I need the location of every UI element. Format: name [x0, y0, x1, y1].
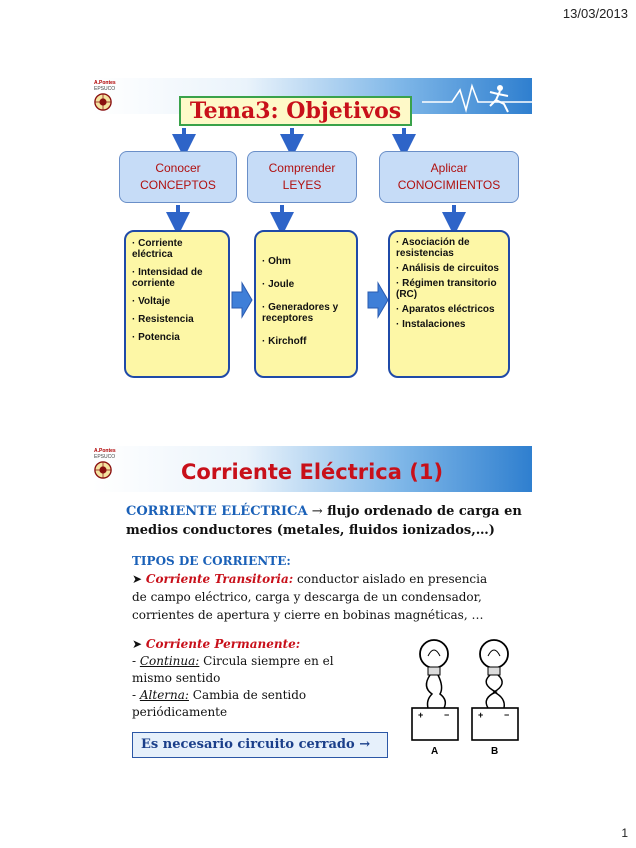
- bullet-arrow-icon: ➤: [132, 572, 143, 586]
- lightbulb-icon: [480, 640, 508, 675]
- definition: [126, 502, 526, 540]
- category-line2: CONOCIMIENTOS: [397, 178, 501, 192]
- continua-text1: Circula siempre en el: [199, 654, 334, 668]
- slide-title: Tema3: Objetivos: [179, 96, 412, 126]
- list-item: · Análisis de circuitos: [396, 263, 499, 274]
- permanente-label: Corriente Permanente:: [145, 637, 301, 651]
- list-item: · Resistencia: [132, 314, 194, 325]
- battery-sign: −: [504, 710, 510, 720]
- list-item: · Régimen transitorio (RC): [396, 278, 497, 300]
- continua-label: Continua:: [139, 654, 200, 668]
- definition-line1: [126, 502, 526, 521]
- definition-text1: flujo ordenado de carga en: [322, 504, 522, 519]
- bullet-arrow-icon: ➤: [132, 637, 143, 651]
- category-conocer: [119, 151, 237, 203]
- definition-text2: medios conductores (metales, fluidos ionizados,…): [126, 523, 495, 538]
- types-heading: TIPOS DE CORRIENTE:: [132, 554, 291, 568]
- definition-arrow: →: [311, 504, 323, 519]
- slide-title: Corriente Eléctrica (1): [180, 460, 444, 484]
- category-line1: Aplicar: [430, 161, 468, 175]
- list-item: · Intensidad de corriente: [132, 267, 203, 289]
- permanente-section: [132, 636, 372, 721]
- battery-sign: −: [444, 710, 450, 720]
- list-item: · Kirchoff: [262, 336, 307, 347]
- continua-prefix: -: [132, 654, 140, 668]
- list-item: · Aparatos eléctricos: [396, 304, 495, 315]
- types-section: [132, 552, 532, 624]
- logo-line1: A.Pontes: [94, 80, 116, 86]
- figure-label-a: A: [431, 746, 439, 757]
- transitoria-text2: de campo eléctrico, carga y descarga de un condensador,: [132, 590, 482, 604]
- logo-line2: EPSUCO: [94, 86, 116, 92]
- alterna-text2: periódicamente: [132, 705, 228, 719]
- list-item: · Asociación de resistencias: [396, 237, 470, 259]
- closed-circuit-box: Es necesario circuito cerrado →: [132, 732, 388, 758]
- list-conocimientos: [388, 230, 510, 378]
- logo-line2: EPSUCO: [94, 454, 116, 460]
- definition-term: CORRIENTE ELÉCTRICA: [126, 504, 308, 519]
- transitoria-text3: corrientes de apertura y cierre en bobinas magnéticas, …: [132, 608, 484, 622]
- list-item: · Joule: [262, 279, 295, 290]
- page-number: 1: [621, 826, 628, 840]
- continua-line1: [132, 653, 372, 670]
- lightbulb-icon: [420, 640, 448, 675]
- page-date: 13/03/2013: [562, 6, 628, 21]
- list-item: · Voltaje: [132, 296, 171, 307]
- transitoria-label: Corriente Transitoria:: [145, 572, 294, 586]
- category-line1: Comprender: [268, 161, 336, 175]
- alterna-label: Alterna:: [139, 688, 189, 702]
- slide-corriente-electrica: [92, 446, 532, 766]
- category-comprender: [247, 151, 357, 203]
- list-leyes: [254, 230, 358, 378]
- category-aplicar: [379, 151, 519, 203]
- circuit-figure: [404, 632, 532, 762]
- list-item: · Ohm: [262, 256, 291, 267]
- category-line2: LEYES: [282, 178, 322, 192]
- continua-text2: mismo sentido: [132, 671, 221, 685]
- list-item: · Potencia: [132, 332, 180, 343]
- list-item: · Instalaciones: [396, 319, 466, 330]
- list-conceptos: [124, 230, 230, 378]
- category-line2: CONCEPTOS: [140, 178, 216, 192]
- slide-objetivos: [92, 78, 532, 388]
- transitoria-text1: conductor aislado en presencia: [293, 572, 488, 586]
- alterna-line1: [132, 687, 372, 704]
- battery-sign: +: [478, 710, 484, 720]
- list-item: · Corriente eléctrica: [132, 238, 183, 260]
- alterna-text1: Cambia de sentido: [188, 688, 307, 702]
- figure-label-b: B: [491, 746, 499, 757]
- alterna-prefix: -: [132, 688, 140, 702]
- permanente-line: [132, 636, 372, 653]
- transitoria-line1: [132, 570, 532, 588]
- battery-sign: +: [418, 710, 424, 720]
- list-item: · Generadores y receptores: [262, 302, 339, 324]
- logo-line1: A.Pontes: [94, 448, 116, 454]
- category-line1: Conocer: [155, 161, 201, 175]
